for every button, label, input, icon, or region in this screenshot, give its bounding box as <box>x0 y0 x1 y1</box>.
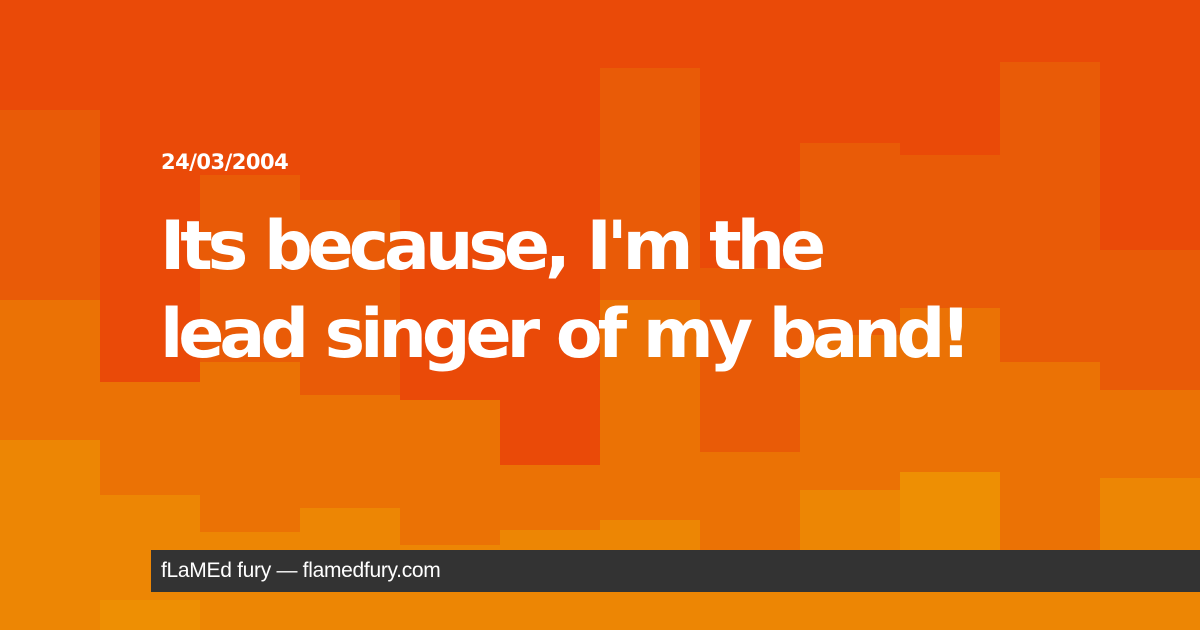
bar-front-1 <box>0 440 100 630</box>
post-date: 24/03/2004 <box>161 150 289 174</box>
post-title-line-2: lead singer of my band! <box>160 295 967 374</box>
post-title-line-1: Its because, I'm the <box>160 207 822 286</box>
site-credit: fLaMEd fury — flamedfury.com <box>161 559 441 582</box>
post-title <box>160 203 1060 379</box>
bar-accent-2 <box>100 600 200 630</box>
site-footer-bar <box>151 550 1200 592</box>
bar-accent-1 <box>900 472 1000 552</box>
